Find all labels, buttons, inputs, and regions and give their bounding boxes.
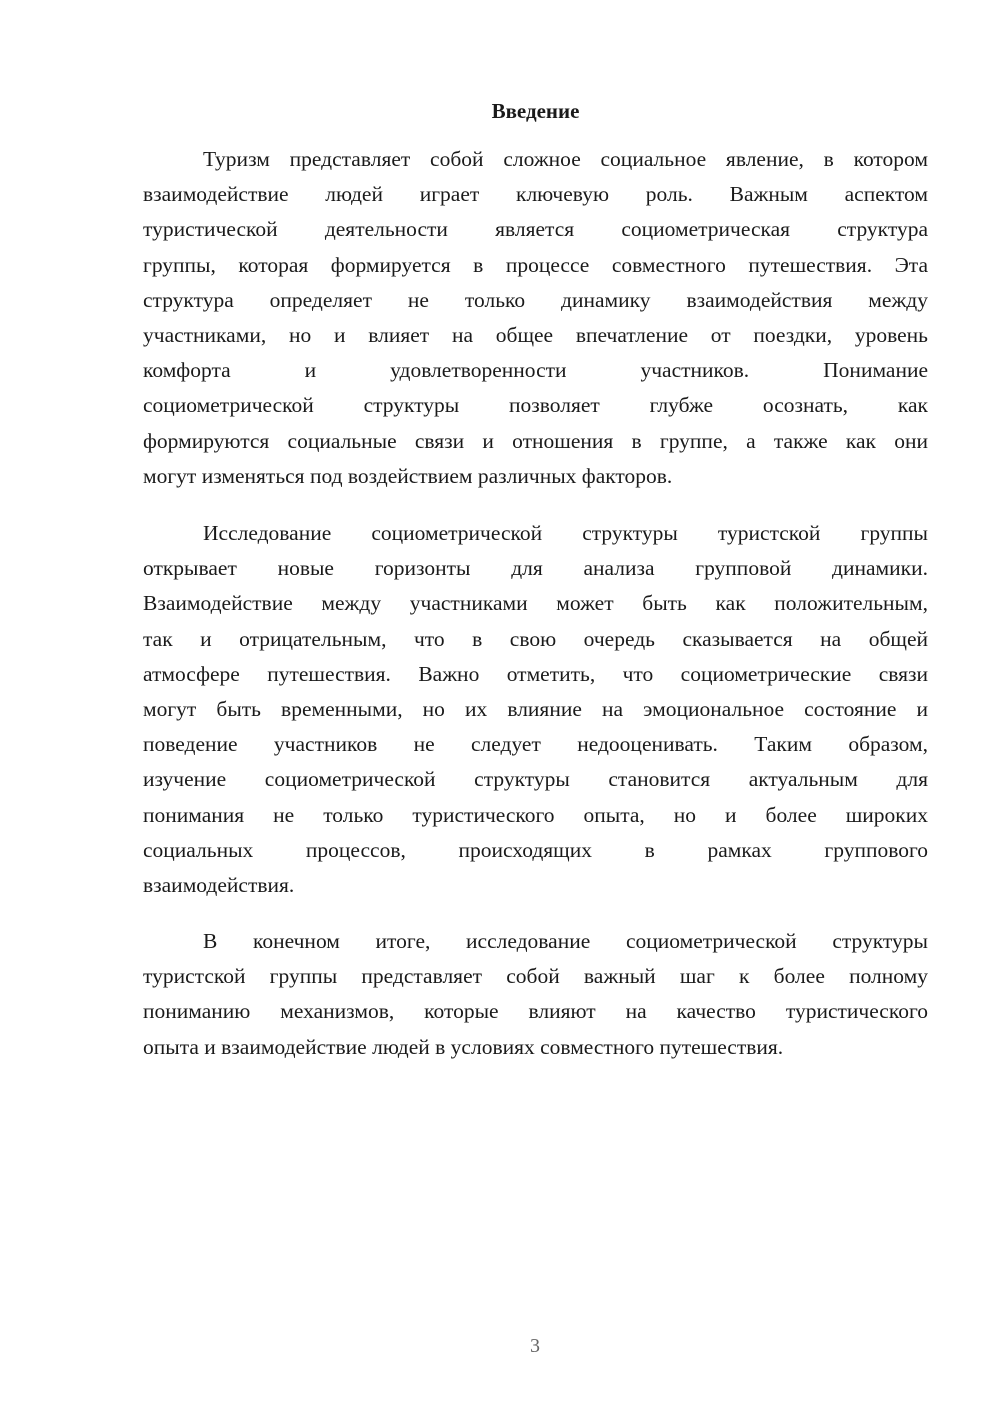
paragraph-line: могут изменяться под воздействием различных факторов. [143,463,673,488]
page-number: 3 [530,1335,540,1357]
paragraph-line: атмосфере путешествия. Важно отметить, что социометрические связи [143,661,928,686]
paragraph-line: Взаимодействие между участниками может быть как положительным, [143,591,928,616]
paragraph-line: туристической деятельности является социометрическая структура [143,217,928,242]
paragraph-line: так и отрицательным, что в свою очередь сказывается на общей [143,626,928,651]
paragraph-line: понимания не только туристического опыта, но и более широких [143,802,928,827]
paragraph-line: Исследование социометрической структуры туристской группы [203,521,928,545]
paragraph-line: открывает новые горизонты для анализа групповой динамики. [143,556,928,581]
paragraph-line: взаимодействия. [143,872,295,897]
paragraph-2 [143,516,928,903]
section-heading: Введение [491,99,580,123]
paragraph-line: В конечном итоге, исследование социометрической структуры [203,929,928,953]
paragraph-line: комфорта и удовлетворенности участников. Понимание [143,358,928,383]
paragraph-line: Туризм представляет собой сложное социальное явление, в котором [203,147,928,171]
paragraph-line: взаимодействие людей играет ключевую роль. Важным аспектом [143,182,928,207]
paragraph-line: туристской группы представляет собой важный шаг к более полному [143,964,928,989]
paragraph-line: формируются социальные связи и отношения в группе, а также как они [143,428,928,453]
paragraph-line: изучение социометрической структуры становится актуальным для [143,767,928,792]
paragraph-line: социальных процессов, происходящих в рамках группового [143,837,928,862]
paragraph-line: группы, которая формируется в процессе совместного путешествия. Эта [143,252,928,277]
paragraph-line: поведение участников не следует недооценивать. Таким образом, [143,732,928,757]
paragraph-line: пониманию механизмов, которые влияют на качество туристического [143,999,928,1024]
paragraph-line: социометрической структуры позволяет глубже осознать, как [143,393,928,418]
paragraph-line: участниками, но и влияет на общее впечатление от поездки, уровень [143,322,928,347]
paragraph-line: опыта и взаимодействие людей в условиях совместного путешествия. [143,1034,784,1059]
paragraph-line: структура определяет не только динамику взаимодействия между [143,287,928,312]
paragraph-3 [143,924,928,1065]
paragraph-line: могут быть временными, но их влияние на эмоциональное состояние и [143,696,928,721]
paragraph-1 [143,142,928,494]
